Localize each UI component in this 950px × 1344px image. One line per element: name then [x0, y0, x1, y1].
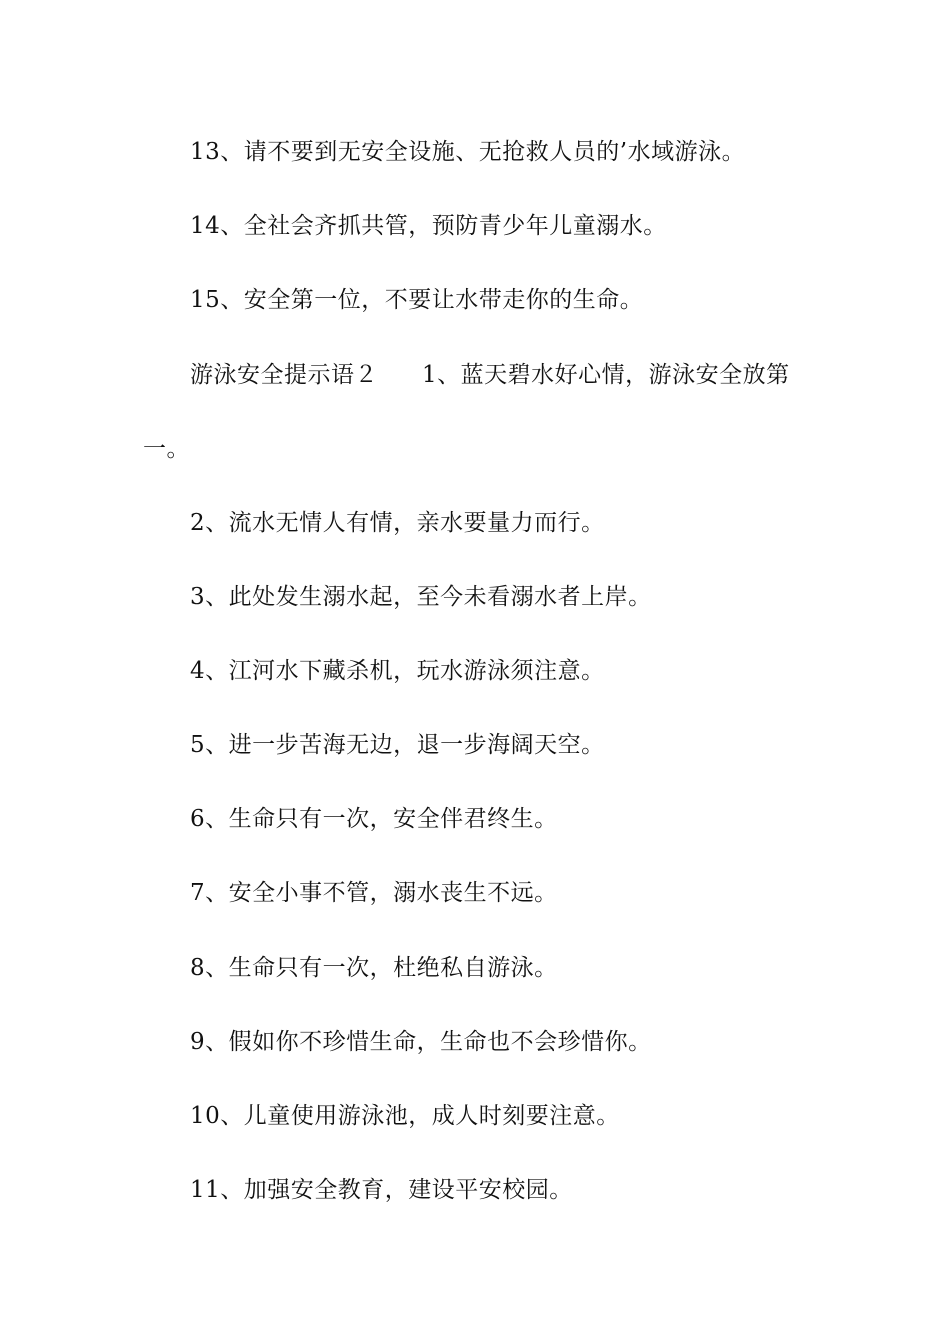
paragraph-1-start: 1、蓝天碧水好心情，游泳安全放第: [422, 362, 790, 388]
paragraph-13: 13、请不要到无安全设施、无抢救人员的’水域游泳。: [190, 139, 746, 165]
paragraph-11: 11、加强安全教育，建设平安校园。: [190, 1177, 573, 1203]
paragraph-6: 6、生命只有一次，安全伴君终生。: [190, 806, 558, 832]
paragraph-10: 10、儿童使用游泳池，成人时刻要注意。: [190, 1103, 620, 1129]
section-heading: 游泳安全提示语２: [190, 362, 378, 388]
paragraph-14: 14、全社会齐抓共管，预防青少年儿童溺水。: [190, 213, 667, 239]
paragraph-1-continuation: 一。: [143, 436, 190, 462]
paragraph-5: 5、进一步苦海无边，退一步海阔天空。: [190, 732, 605, 758]
paragraph-15: 15、安全第一位，不要让水带走你的生命。: [190, 287, 644, 313]
paragraph-4: 4、江河水下藏杀机，玩水游泳须注意。: [190, 658, 605, 684]
section-heading-line: [190, 360, 790, 390]
paragraph-7: 7、安全小事不管，溺水丧生不远。: [190, 880, 558, 906]
paragraph-2: 2、流水无情人有情，亲水要量力而行。: [190, 510, 605, 536]
paragraph-8: 8、生命只有一次，杜绝私自游泳。: [190, 955, 558, 981]
paragraph-3: 3、此处发生溺水起，至今未看溺水者上岸。: [190, 584, 652, 610]
paragraph-9: 9、假如你不珍惜生命，生命也不会珍惜你。: [190, 1029, 652, 1055]
